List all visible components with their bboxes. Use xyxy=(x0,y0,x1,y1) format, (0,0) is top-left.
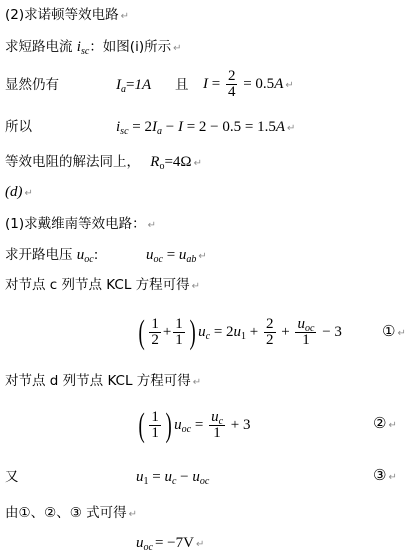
equation-2-mark xyxy=(373,414,397,432)
equation-isc: $i_{sc} = 2I_a - I = 2 - 0.5 = 1.5A$ ↵ xyxy=(116,119,296,137)
combine-equations-label: 由①、②、③ 式可得 xyxy=(5,505,127,521)
final-result: $u_{oc} = -7V$ ↵ xyxy=(136,535,205,553)
section-d-label xyxy=(5,183,33,203)
kcl-node-c-text xyxy=(5,276,200,296)
equation-2-mark-text: ② xyxy=(373,414,387,432)
uoc-symbol: $u_{oc}$ xyxy=(76,247,94,265)
kcl-node-d-label: 对节点 d 列节点 KCL 方程可得 xyxy=(5,373,191,389)
kcl-node-c-label: 对节点 c 列节点 KCL 方程可得 xyxy=(5,277,190,293)
equation-ia: $I_a=1A$ xyxy=(116,77,152,95)
equation-3-mark-text: ③ xyxy=(373,466,387,484)
isc-symbol: $i_{sc}$ xyxy=(76,39,90,57)
heading-thevenin xyxy=(5,215,156,235)
equation-1-mark xyxy=(382,322,406,340)
heading-norton xyxy=(5,6,129,26)
return-mark: ↵ xyxy=(388,420,397,431)
short-circuit-text: 求短路电流 xyxy=(5,39,73,55)
equation-kcl-c: ( $\frac{1}{2}$ + $\frac{1}{1}$ ) $u_c = 2u_1$ + $\frac{2}{2}$ + $\frac{u_{oc}}{1}$ − 3 xyxy=(138,313,342,351)
return-mark: ↵ xyxy=(24,188,33,199)
open-voltage-line: 求开路电压 $u_{oc}$: xyxy=(5,247,99,265)
return-mark: ↵ xyxy=(191,281,201,292)
open-voltage-text: 求开路电压 xyxy=(5,247,73,263)
equiv-resistance-line xyxy=(5,153,202,173)
return-mark: ↵ xyxy=(195,539,205,550)
also-label: 又 xyxy=(5,469,19,485)
return-mark: ↵ xyxy=(120,11,130,22)
short-circuit-line xyxy=(5,38,182,58)
therefore-label: 所以 xyxy=(5,119,32,135)
final-value: = −7V xyxy=(154,535,194,551)
still-have-label: 显然仍有 xyxy=(5,77,59,93)
return-mark: ↵ xyxy=(397,328,406,339)
and-label: 且 xyxy=(175,77,189,93)
equation-u1: $u_1 = u_c - u_{oc}$ xyxy=(136,469,210,487)
return-mark: ↵ xyxy=(173,43,182,54)
return-mark: ↵ xyxy=(147,220,157,231)
return-mark: ↵ xyxy=(192,377,202,388)
equation-kcl-d: ( $\frac{1}{1}$ ) $u_{oc}$ = $\frac{u_c}{1}$ + 3 xyxy=(138,406,251,444)
r0-equation: $R_o=4\Omega$ xyxy=(150,154,192,172)
return-mark: ↵ xyxy=(128,509,137,520)
equation-uoc-uab: $u_{oc} = u_{ab}$ ↵ xyxy=(146,247,207,265)
equation-3-mark xyxy=(373,466,397,484)
return-mark: ↵ xyxy=(193,158,202,169)
return-mark: ↵ xyxy=(287,123,296,134)
heading-thevenin-text: (1)求戴维南等效电路： xyxy=(5,216,146,232)
equation-1-mark-text: ① xyxy=(382,322,396,340)
return-mark: ↵ xyxy=(198,251,207,262)
r0-value: =4Ω xyxy=(164,154,192,170)
equiv-resistance-text: 等效电阻的解法同上， xyxy=(5,154,140,170)
section-d-text: (d) xyxy=(5,184,23,200)
kcl-node-d-text xyxy=(5,372,201,392)
heading-norton-text: (2)求诺顿等效电路 xyxy=(5,7,119,23)
figure-ref-text: ：如图(i)所示 xyxy=(89,39,172,55)
combine-equations-text xyxy=(5,504,137,524)
return-mark: ↵ xyxy=(388,472,397,483)
equation-i-fraction: I = $\frac{2}{4}$ = 0.5A ↵ xyxy=(203,68,294,101)
return-mark: ↵ xyxy=(285,80,294,91)
